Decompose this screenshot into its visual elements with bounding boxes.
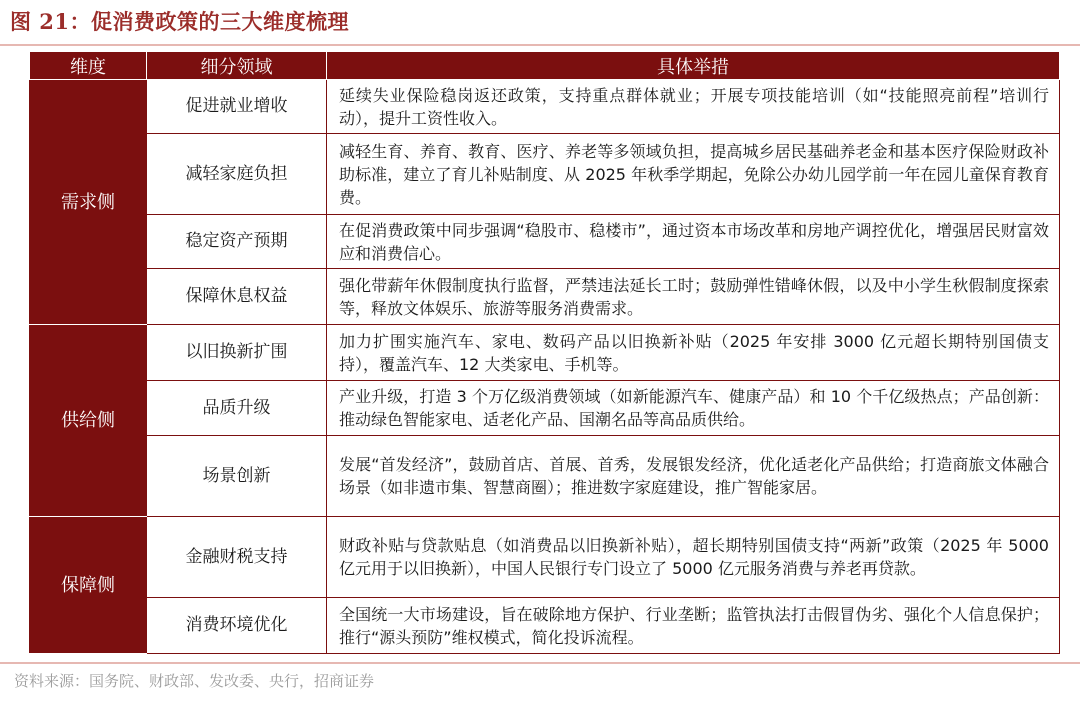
subfield-cell: 稳定资产预期 bbox=[147, 215, 327, 269]
measures-cell: 发展“首发经济”，鼓励首店、首展、首秀，发展银发经济，优化适老化产品供给；打造商旅文体融合场景（如非遗市集、智慧商圈）；推进数字家庭建设，推广智能家居。 bbox=[327, 436, 1060, 517]
table-header-row bbox=[30, 52, 1060, 80]
header-subfield: 细分领域 bbox=[147, 52, 327, 80]
table-row bbox=[30, 598, 1060, 654]
subfield-cell: 以旧换新扩围 bbox=[147, 325, 327, 381]
table-row bbox=[30, 215, 1060, 269]
table-row bbox=[30, 325, 1060, 381]
table-row bbox=[30, 517, 1060, 598]
header-dimension: 维度 bbox=[30, 52, 147, 80]
subfield-cell: 场景创新 bbox=[147, 436, 327, 517]
subfield-cell: 保障休息权益 bbox=[147, 269, 327, 325]
measures-cell: 在促消费政策中同步强调“稳股市、稳楼市”，通过资本市场改革和房地产调控优化，增强居民财富效应和消费信心。 bbox=[327, 215, 1060, 269]
subfield-cell: 减轻家庭负担 bbox=[147, 134, 327, 215]
source-note: 资料来源：国务院、财政部、发改委、央行，招商证券 bbox=[14, 672, 375, 690]
table-row bbox=[30, 269, 1060, 325]
footer-divider bbox=[0, 662, 1080, 664]
dimension-cell-guarantee: 保障侧 bbox=[30, 517, 147, 654]
subfield-cell: 品质升级 bbox=[147, 381, 327, 436]
measures-cell: 强化带薪年休假制度执行监督，严禁违法延长工时；鼓励弹性错峰休假，以及中小学生秋假制度探索等，释放文体娱乐、旅游等服务消费需求。 bbox=[327, 269, 1060, 325]
measures-cell: 产业升级，打造 3 个万亿级消费领域（如新能源汽车、健康产品）和 10 个千亿级热点；产品创新：推动绿色智能家电、适老化产品、国潮名品等高品质供给。 bbox=[327, 381, 1060, 436]
subfield-cell: 促进就业增收 bbox=[147, 80, 327, 134]
table-row bbox=[30, 80, 1060, 134]
measures-cell: 延续失业保险稳岗返还政策，支持重点群体就业；开展专项技能培训（如“技能照亮前程”培训行动），提升工资性收入。 bbox=[327, 80, 1060, 134]
measures-cell: 减轻生育、养育、教育、医疗、养老等多领域负担，提高城乡居民基础养老金和基本医疗保险财政补助标准，建立了育儿补贴制度、从 2025 年秋季学期起，免除公办幼儿园学前一年在园儿童保育教育费。 bbox=[327, 134, 1060, 215]
measures-cell: 财政补贴与贷款贴息（如消费品以旧换新补贴），超长期特别国债支持“两新”政策（2025 年 5000 亿元用于以旧换新），中国人民银行专门设立了 5000 亿元服务消费与养老再贷款。 bbox=[327, 517, 1060, 598]
measures-cell: 加力扩围实施汽车、家电、数码产品以旧换新补贴（2025 年安排 3000 亿元超长期特别国债支持），覆盖汽车、12 大类家电、手机等。 bbox=[327, 325, 1060, 381]
measures-cell: 全国统一大市场建设，旨在破除地方保护、行业垄断；监管执法打击假冒伪劣、强化个人信息保护；推行“源头预防”维权模式，简化投诉流程。 bbox=[327, 598, 1060, 654]
title-divider bbox=[0, 44, 1080, 46]
table-row bbox=[30, 134, 1060, 215]
table-row bbox=[30, 436, 1060, 517]
subfield-cell: 消费环境优化 bbox=[147, 598, 327, 654]
dimension-cell-demand: 需求侧 bbox=[30, 80, 147, 325]
header-measures: 具体举措 bbox=[327, 52, 1060, 80]
figure-title: 图 21：促消费政策的三大维度梳理 bbox=[10, 9, 350, 34]
policy-table bbox=[29, 51, 1060, 654]
dimension-cell-supply: 供给侧 bbox=[30, 325, 147, 517]
subfield-cell: 金融财税支持 bbox=[147, 517, 327, 598]
table-row bbox=[30, 381, 1060, 436]
